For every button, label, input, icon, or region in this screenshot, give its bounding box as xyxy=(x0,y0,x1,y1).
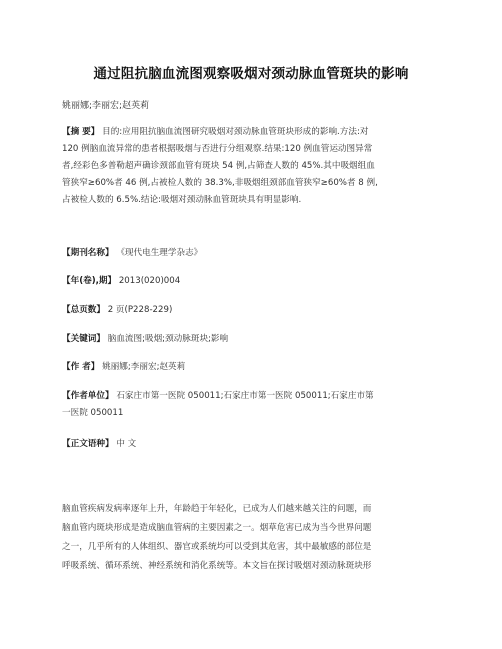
language-field xyxy=(62,436,442,453)
body-text xyxy=(62,500,442,576)
abstract-section xyxy=(62,124,442,209)
language-label: 【正文语种】 xyxy=(62,439,114,449)
abstract-line-4: 管狭窄≥60%者 46 例,占被检人数的 38.3%,非吸烟组颈部血管狭窄≥60%者 8 例, xyxy=(62,178,378,188)
pages-value: 2 页(P228-229) xyxy=(107,305,173,315)
pages-field xyxy=(62,302,442,319)
year-value: 2013(020)004 xyxy=(118,276,181,286)
body-line-1: 脑血管疾病发病率逐年上升，年龄趋于年轻化，已成为人们越来越关注的问题，而 xyxy=(62,504,372,514)
affiliation-field xyxy=(62,388,442,422)
authors-label: 【作 者】 xyxy=(62,362,100,372)
affiliation-text-1: 石家庄市第一医院 050011;石家庄市第一医院 050011;石家庄市第 xyxy=(116,391,374,401)
body-line-4: 呼吸系统、循环系统、神经系统和消化系统等。本文旨在探讨吸烟对颈动脉斑块形 xyxy=(62,561,372,571)
affiliation-line-1 xyxy=(62,388,442,405)
body-line-3: 之一，几乎所有的人体组织、器官或系统均可以受到其危害，其中最敏感的部位是 xyxy=(62,542,372,552)
language-value: 中 文 xyxy=(116,439,137,449)
authors-field xyxy=(62,359,442,376)
year-field xyxy=(62,273,442,290)
abstract-text-1: 目的:应用阻抗脑血流图研究吸烟对颈动脉血管斑块形成的影响.方法:对 xyxy=(102,127,369,137)
pages-label: 【总页数】 xyxy=(62,305,105,315)
abstract-label: 【摘 要】 xyxy=(62,127,100,137)
article-authors: 姚丽娜;李丽宏;赵英莉 xyxy=(62,101,150,111)
journal-field xyxy=(62,245,442,262)
keywords-field xyxy=(62,331,442,348)
authors-value: 姚丽娜;李丽宏;赵英莉 xyxy=(102,362,186,372)
abstract-line-1 xyxy=(62,124,442,141)
article-title: 通过阻抗脑血流图观察吸烟对颈动脉血管斑块的影响 xyxy=(93,66,409,82)
abstract-line-2: 120 例脑血流异常的患者根据吸烟与否进行分组观察.结果:120 例血管运动图异常 xyxy=(62,144,373,154)
journal-value: 《现代电生理学杂志》 xyxy=(116,248,203,258)
affiliation-label: 【作者单位】 xyxy=(62,391,114,401)
affiliation-line-2: 一医院 050011 xyxy=(62,408,124,418)
journal-label: 【期刊名称】 xyxy=(62,248,114,258)
abstract-line-5: 占被检人数的 6.5%.结论:吸烟对颈动脉血管斑块具有明显影响. xyxy=(62,195,302,205)
abstract-line-3: 者,经彩色多普勒超声确诊颈部血管有斑块 54 例,占筛查人数的 45%.其中吸烟组血 xyxy=(62,161,375,171)
year-label: 【年(卷),期】 xyxy=(62,276,117,286)
keywords-value: 脑血流图;吸烟;颈动脉斑块;影响 xyxy=(107,334,229,344)
body-line-2: 脑血管内斑块形成是造成脑血管病的主要因素之一。烟草危害已成为当今世界问题 xyxy=(62,523,372,533)
keywords-label: 【关键词】 xyxy=(62,334,105,344)
